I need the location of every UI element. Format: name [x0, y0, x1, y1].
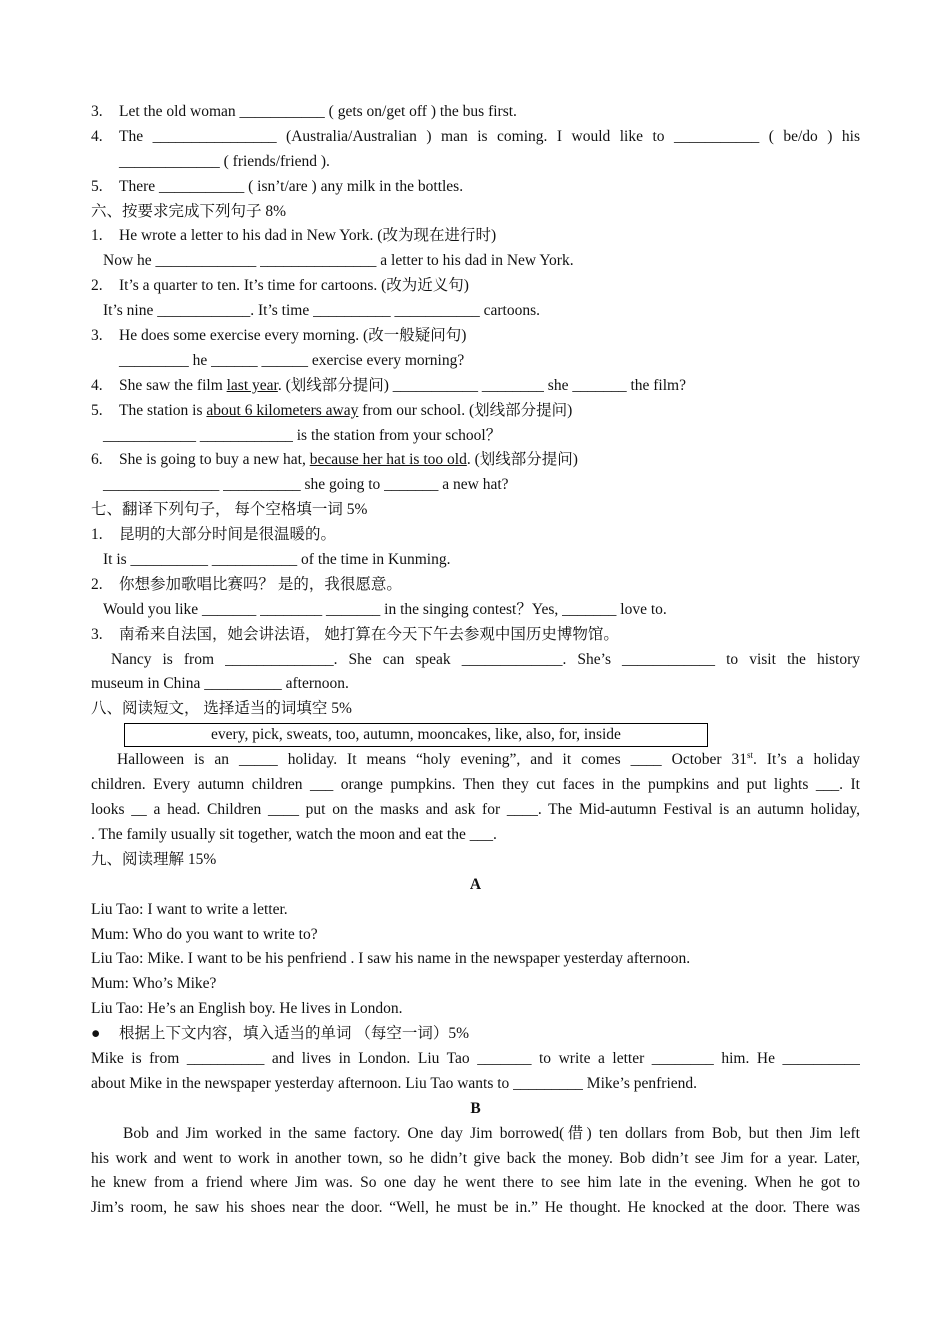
s6-question-6: [91, 448, 860, 473]
story-line-3: he knew from a friend where Jim was. So one day he went there to see him late in the evening. When he got to: [91, 1174, 860, 1192]
question-text: There ___________ ( isn’t/are ) any milk in the bottles.: [119, 177, 464, 195]
section-6-heading: 六、按要求完成下列句子 8%: [91, 202, 287, 220]
ordinal-suffix: st: [747, 750, 754, 761]
underlined-phrase: about 6 kilometers away: [206, 401, 359, 419]
bullet-icon: ●: [91, 1025, 101, 1043]
dialogue-line: Liu Tao: He’s an English boy. He lives in London.: [91, 1000, 403, 1018]
s6-answer-3: _________ he ______ ______ exercise every morning?: [119, 351, 465, 369]
question-number: 2.: [91, 277, 103, 295]
question-text-end: from our school. (划线部分提问): [358, 401, 573, 419]
section-9-heading: 九、阅读理解 15%: [91, 850, 217, 868]
part-a-title: A: [469, 875, 482, 893]
question-4-cont: _____________ ( friends/friend ).: [119, 152, 330, 170]
question-number: 5.: [91, 177, 103, 195]
s6-answer-5: ____________ ____________ is the station from your school？: [103, 426, 502, 444]
question-number: 4.: [91, 376, 103, 394]
s6-question-5: [91, 399, 860, 424]
fill-line-2: about Mike in the newspaper yesterday afternoon. Liu Tao wants to _________ Mike’s penfriend.: [91, 1074, 697, 1092]
dialogue-line: Mum: Who’s Mike?: [91, 975, 217, 993]
fill-instruction: [91, 1022, 860, 1047]
question-text: She is going to buy a new hat,: [119, 451, 310, 469]
question-number: 3.: [91, 327, 103, 345]
question-text: He wrote a letter to his dad in New York. (改为现在进行时): [119, 227, 497, 245]
passage-line-2: children. Every autumn children ___ orange pumpkins. Then they cut faces in the pumpkins and put lights ___. It: [91, 776, 860, 794]
question-number: 2.: [91, 575, 103, 593]
t7-answer-3-cont: museum in China __________ afternoon.: [91, 675, 349, 693]
question-number: 5.: [91, 401, 103, 419]
t7-question-3: [91, 623, 860, 648]
t7-question-1: [91, 523, 860, 548]
question-number: 3.: [91, 625, 103, 643]
dialogue-line: Mum: Who do you want to write to?: [91, 925, 318, 943]
s6-answer-6: _______________ __________ she going to _______ a new hat?: [103, 476, 509, 494]
question-4: [91, 125, 860, 150]
story-line-1: Bob and Jim worked in the same factory. One day Jim borrowed(借) ten dollars from Bob, but then Jim left: [123, 1124, 860, 1142]
question-3: [91, 100, 860, 125]
t7-answer-2: Would you like _______ ________ _______ in the singing contest？Yes, _______ love to.: [103, 600, 667, 618]
dialogue-line: Liu Tao: I want to write a letter.: [91, 900, 288, 918]
s6-question-1: [91, 224, 860, 249]
question-number: 3.: [91, 103, 103, 120]
s6-question-4: [91, 374, 860, 399]
story-line-4: Jim’s room, he saw his shoes near the door. “Well, he must be in.” He thought. He knocked at the door. There was: [91, 1199, 860, 1217]
underlined-phrase: because her hat is too old: [309, 451, 467, 469]
question-text-end: . (划线部分提问): [466, 451, 578, 469]
word-bank-box: every, pick, sweats, too, autumn, mooncakes, like, also, for, inside: [124, 723, 708, 747]
underlined-phrase: last year: [226, 376, 278, 394]
s6-answer-1: Now he _____________ _______________ a letter to his dad in New York.: [103, 252, 574, 270]
question-number: 1.: [91, 227, 103, 245]
t7-question-2: [91, 573, 860, 598]
passage-line-3: looks __ a head. Children ____ put on the masks and ask for ____. The Mid-autumn Festival is an autumn holiday,: [91, 801, 860, 819]
question-text: The ________________ (Australia/Australian ) man is coming. I would like to ___________ ( be/do ) his: [119, 127, 860, 145]
question-text: 你想参加歌唱比赛吗？ 是的，我很愿意。: [119, 575, 402, 593]
question-text: 南希来自法国，她会讲法语， 她打算在今天下午去参观中国历史博物馆。: [119, 625, 619, 643]
section-8-heading: 八、阅读短文， 选择适当的词填空 5%: [91, 700, 352, 718]
question-text: He does some exercise every morning. (改一般疑问句): [119, 327, 467, 345]
question-text: The station is: [119, 401, 207, 419]
passage-text-end: . It’s a holiday: [753, 751, 860, 769]
fill-line-1: Mike is from __________ and lives in London. Liu Tao _______ to write a letter ________ him. He __________: [91, 1049, 860, 1067]
question-number: 4.: [91, 127, 103, 145]
question-number: 1.: [91, 526, 103, 544]
t7-answer-3: Nancy is from ______________. She can speak _____________. She’s ____________ to visit the history: [111, 650, 860, 668]
question-number: 6.: [91, 451, 103, 469]
s6-answer-2: It’s nine ____________. It’s time __________ ___________ cartoons.: [103, 302, 540, 320]
question-text-end: . (划线部分提问) ___________ ________ she _______ the film?: [277, 376, 686, 394]
question-5: [91, 175, 860, 200]
s6-question-2: [91, 274, 860, 299]
part-b-title: B: [470, 1099, 481, 1117]
question-text: It’s a quarter to ten. It’s time for cartoons. (改为近义句): [119, 277, 469, 295]
worksheet-page: [91, 100, 860, 1221]
section-7-heading: 七、翻译下列句子， 每个空格填一词 5%: [91, 501, 368, 519]
question-text: She saw the film: [119, 376, 227, 394]
s6-question-3: [91, 324, 860, 349]
passage-line-4: . The family usually sit together, watch the moon and eat the ___.: [91, 825, 497, 843]
question-text: Let the old woman ___________ ( gets on/get off ) the bus first.: [119, 103, 517, 120]
story-line-2: his work and went to work in another town, so he didn’t give back the money. Bob didn’t see Jim for a year. Later,: [91, 1149, 860, 1167]
t7-answer-1: It is __________ ___________ of the time in Kunming.: [103, 551, 451, 569]
instruction-text: 根据上下文内容，填入适当的单词 （每空一词）5%: [119, 1025, 470, 1043]
question-text: 昆明的大部分时间是很温暖的。: [119, 526, 337, 544]
passage-text: Halloween is an _____ holiday. It means “holy evening”, and it comes ____ October 31: [117, 751, 748, 769]
dialogue-line: Liu Tao: Mike. I want to be his penfriend . I saw his name in the newspaper yesterday afternoon.: [91, 950, 691, 968]
passage-line-1: [91, 748, 860, 773]
